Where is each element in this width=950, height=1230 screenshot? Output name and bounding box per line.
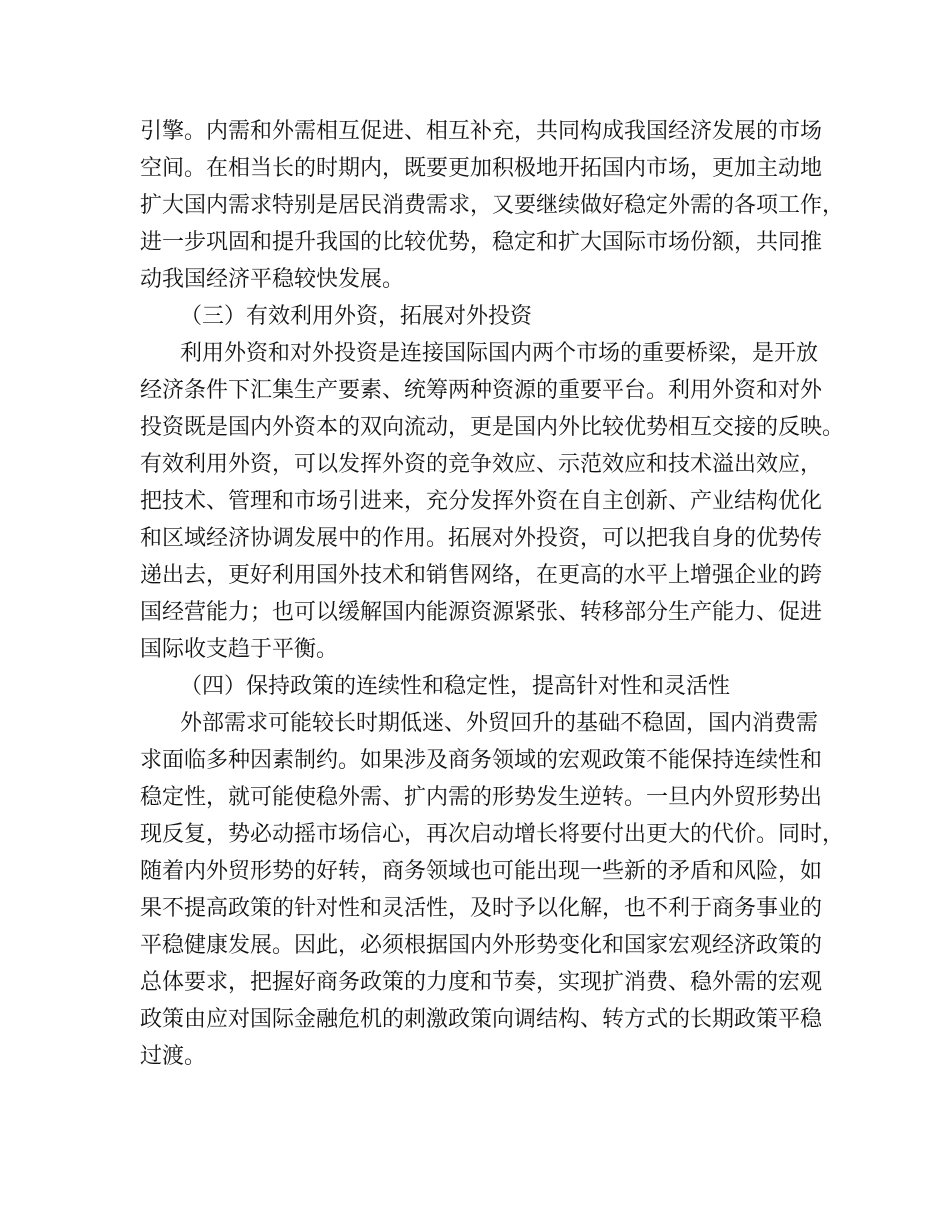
text-line: 有效利用外资，可以发挥外资的竞争效应、示范效应和技术溢出效应， [140, 452, 823, 477]
text-line: 扩大国内需求特别是居民消费需求，又要继续做好稳定外需的各项工作， [140, 193, 845, 218]
text-line: 果不提高政策的针对性和灵活性，及时予以化解，也不利于商务事业的 [140, 896, 823, 921]
section-heading-3: （三）有效利用外资，拓展对外投资 [180, 304, 533, 329]
text-line: 政策由应对国际金融危机的刺激政策向调结构、转方式的长期政策平稳 [140, 1007, 823, 1032]
text-line: 空间。在相当长的时期内，既要更加积极地开拓国内市场，更加主动地 [140, 156, 823, 181]
text-line: 国经营能力；也可以缓解国内能源资源紧张、转移部分生产能力、促进 [140, 600, 823, 625]
text-line: 经济条件下汇集生产要素、统筹两种资源的重要平台。利用外资和对外 [140, 378, 823, 403]
text-line: 现反复，势必动摇市场信心，再次启动增长将要付出更大的代价。同时， [140, 822, 845, 847]
text-line: 外部需求可能较长时期低迷、外贸回升的基础不稳固，国内消费需 [180, 711, 819, 736]
text-line: 过渡。 [140, 1044, 207, 1069]
text-line: 稳定性，就可能使稳外需、扩内需的形势发生逆转。一旦内外贸形势出 [140, 785, 823, 810]
text-line: 总体要求，把握好商务政策的力度和节奏，实现扩消费、稳外需的宏观 [140, 970, 823, 995]
text-line: 引擎。内需和外需相互促进、相互补充，共同构成我国经济发展的市场 [140, 119, 823, 144]
text-line: 把技术、管理和市场引进来，充分发挥外资在自主创新、产业结构优化 [140, 489, 823, 514]
text-line: 动我国经济平稳较快发展。 [140, 267, 405, 292]
text-line: 和区域经济协调发展中的作用。拓展对外投资，可以把我自身的优势传 [140, 526, 823, 551]
text-line: 国际收支趋于平衡。 [140, 637, 339, 662]
text-line: 随着内外贸形势的好转，商务领域也可能出现一些新的矛盾和风险，如 [140, 859, 823, 884]
text-line: 平稳健康发展。因此，必须根据国内外形势变化和国家宏观经济政策的 [140, 933, 823, 958]
text-line: 递出去，更好利用国外技术和销售网络，在更高的水平上增强企业的跨 [140, 563, 823, 588]
text-line: 求面临多种因素制约。如果涉及商务领域的宏观政策不能保持连续性和 [140, 748, 823, 773]
text-line: 投资既是国内外资本的双向流动，更是国内外比较优势相互交接的反映。 [140, 415, 845, 440]
text-line: 利用外资和对外投资是连接国际国内两个市场的重要桥梁，是开放 [180, 341, 819, 366]
text-line: 进一步巩固和提升我国的比较优势，稳定和扩大国际市场份额，共同推 [140, 230, 823, 255]
section-heading-4: （四）保持政策的连续性和稳定性，提高针对性和灵活性 [180, 674, 731, 699]
